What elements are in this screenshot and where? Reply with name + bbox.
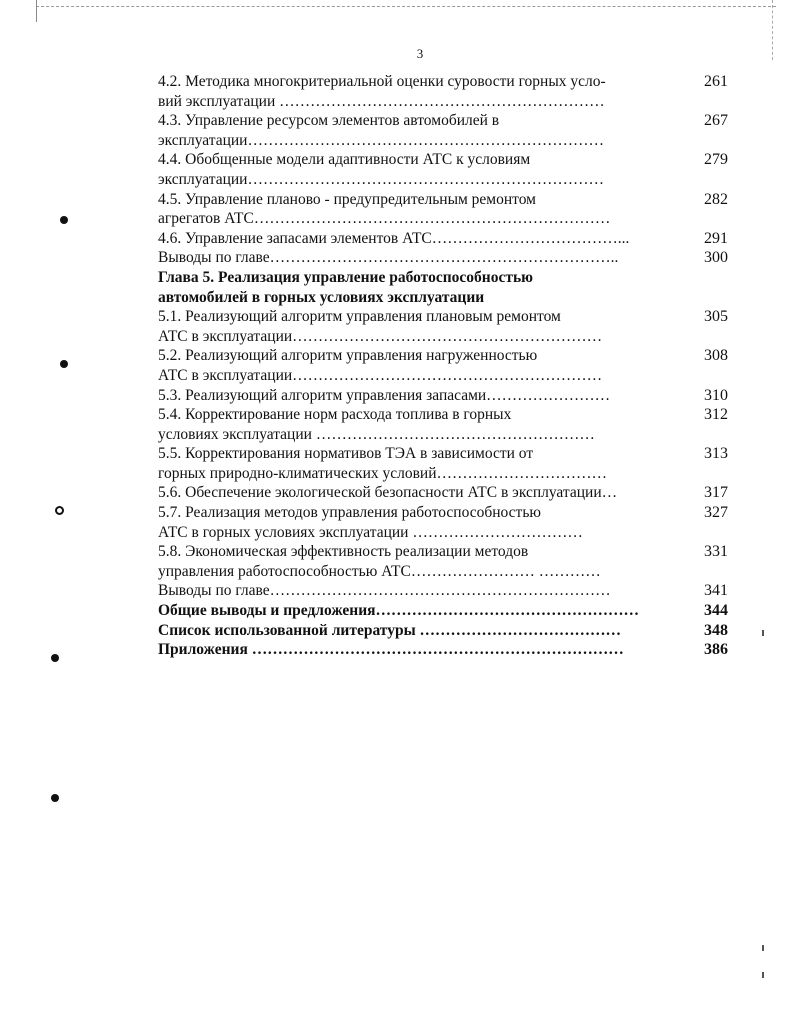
toc-page-number: 312: [704, 406, 728, 424]
page-number: 3: [416, 46, 424, 61]
toc-entry: [158, 190, 758, 229]
toc-page-number: 317: [704, 484, 728, 502]
toc-page-number: 282: [704, 190, 728, 208]
toc-entry-text: эксплуатации……………………………………………………………: [158, 131, 604, 149]
toc-entry: [158, 386, 758, 406]
toc-entry-text: Глава 5. Реализация управление работоспособностью: [158, 268, 533, 286]
toc-page-number: 308: [704, 347, 728, 365]
punch-hole-mark: [60, 216, 68, 224]
toc-entry-text: 5.1. Реализующий алгоритм управления плановым ремонтом: [158, 308, 561, 326]
toc-entry: [158, 444, 758, 483]
punch-hole-mark: [60, 360, 68, 368]
toc-entry-text: АТС в горных условиях эксплуатации ……………………………: [158, 523, 583, 541]
toc-entry: [158, 150, 758, 189]
toc-page-number: 313: [704, 445, 728, 463]
punch-hole-mark: [51, 654, 59, 662]
toc-entry-text: Список использованной литературы …………………………………: [158, 621, 622, 639]
toc-page-number: 386: [704, 641, 728, 659]
punch-hole-ring-mark: [55, 506, 64, 515]
scan-speck: [762, 630, 764, 636]
toc-entry-text: агрегатов АТС……………………………………………………………: [158, 210, 611, 228]
toc-entry-text: 4.3. Управление ресурсом элементов автомобилей в: [158, 112, 500, 130]
toc-entry: [158, 346, 758, 385]
toc-page-number: 310: [704, 386, 728, 404]
toc-entry: [158, 621, 758, 641]
toc-entry-text: 5.4. Корректирование норм расхода топлива в горных: [158, 406, 512, 424]
toc-page-number: 341: [704, 582, 728, 600]
toc-entry: [158, 111, 758, 150]
toc-entry: [158, 503, 758, 542]
toc-page-number: 267: [704, 112, 728, 130]
toc-entry: [158, 72, 758, 111]
toc-entry-text: Общие выводы и предложения……………………………………………: [158, 602, 640, 620]
toc-entry-text: эксплуатации……………………………………………………………: [158, 170, 604, 188]
toc-page-number: 331: [704, 543, 728, 561]
toc-entry-text: Выводы по главе…………………………………………………………: [158, 582, 611, 600]
toc-entry: [158, 542, 758, 581]
toc-entry-text: управления работоспособностью АТС…………………… …………: [158, 562, 601, 580]
toc-page-number: 300: [704, 249, 728, 267]
toc-entry: [158, 581, 758, 601]
toc-page-number: 327: [704, 504, 728, 522]
scan-speck: [762, 945, 764, 951]
toc-entry-text: Приложения ………………………………………………………………: [158, 641, 624, 659]
toc-entry: [158, 248, 758, 268]
toc-entry-text: 5.5. Корректирования нормативов ТЭА в зависимости от: [158, 445, 534, 463]
toc-entry-text: АТС в эксплуатации……………………………………………………: [158, 327, 603, 345]
toc-page-number: 291: [704, 229, 728, 247]
toc-entry-text: 4.2. Методика многокритериальной оценки суровости горных усло-: [158, 73, 606, 90]
toc-entry: [158, 640, 758, 660]
toc-page-number: 305: [704, 308, 728, 326]
toc-entry-text: 4.5. Управление планово - предупредительным ремонтом: [158, 190, 536, 208]
toc-entry-text: автомобилей в горных условиях эксплуатации: [158, 288, 485, 306]
toc-entry-text: 5.8. Экономическая эффективность реализации методов: [158, 543, 529, 561]
toc-entry-text: условиях эксплуатации ………………………………………………: [158, 425, 595, 443]
scan-edge-top: [36, 6, 776, 7]
toc-entry-text: Выводы по главе…………………………………………………………..: [158, 249, 619, 267]
toc-page-number: 279: [704, 151, 728, 169]
toc-entry-text: 5.3. Реализующий алгоритм управления запасами……………………: [158, 386, 611, 404]
toc-entry: [158, 268, 758, 307]
scan-speck: [762, 972, 764, 978]
toc-entry-text: горных природно-климатических условий……………………………: [158, 464, 608, 482]
toc-entry-text: 5.7. Реализация методов управления работоспособностью: [158, 504, 541, 522]
toc-page-number: 348: [704, 621, 728, 639]
toc-page-number: 344: [704, 602, 728, 620]
toc-entry: [158, 601, 758, 621]
toc-entry: [158, 405, 758, 444]
toc-entry-text: АТС в эксплуатации……………………………………………………: [158, 366, 603, 384]
punch-hole-mark: [51, 794, 59, 802]
toc-entry: [158, 483, 758, 503]
toc-entry-text: 5.6. Обеспечение экологической безопасности АТС в эксплуатации…: [158, 484, 618, 502]
toc-entry-text: 4.6. Управление запасами элементов АТС………………………………...: [158, 229, 630, 247]
toc-entry-text: 4.4. Обобщенные модели адаптивности АТС к условиям: [158, 151, 531, 169]
toc-entry-text: 5.2. Реализующий алгоритм управления нагруженностью: [158, 347, 538, 365]
toc-page-number: 261: [704, 73, 728, 90]
table-of-contents: [158, 72, 758, 660]
scan-edge-left: [36, 0, 37, 22]
toc-entry: [158, 229, 758, 249]
toc-entry-text: вий эксплуатации ………………………………………………………: [158, 92, 605, 110]
toc-entry: [158, 307, 758, 346]
